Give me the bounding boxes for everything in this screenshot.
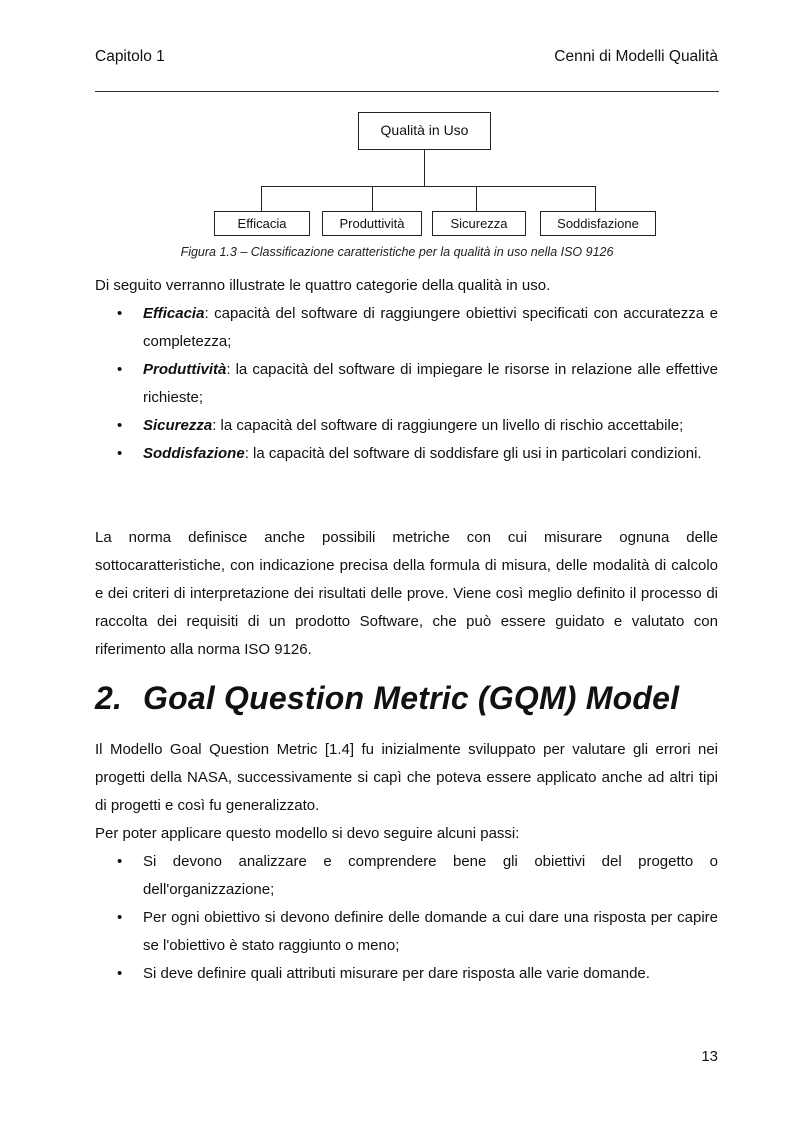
category-text: : la capacità del software di raggiungere un livello di rischio accettabile; — [212, 417, 684, 434]
list-item — [95, 904, 718, 960]
category-text: : capacità del software di raggiungere obiettivi specificati con accuratezza e completezza; — [143, 305, 718, 350]
connector-trunk — [424, 150, 425, 186]
bullet-icon: • — [117, 417, 123, 434]
category-term: Soddisfazione — [143, 445, 245, 462]
list-item — [95, 848, 718, 904]
connector-drop-2 — [372, 186, 373, 211]
step-text: Si devono analizzare e comprendere bene gli obiettivi del progetto o dell'organizzazione; — [143, 853, 718, 898]
list-item — [95, 300, 718, 356]
connector-drop-3 — [476, 186, 477, 211]
category-text: : la capacità del software di impiegare le risorse in relazione alle effettive richieste; — [143, 361, 718, 406]
step-text: Si deve definire quali attributi misurare per dare risposta alle varie domande. — [143, 965, 650, 982]
quality-in-use-diagram — [0, 0, 794, 240]
running-header-chapter: Capitolo 1 — [95, 48, 165, 65]
bullet-icon: • — [117, 853, 123, 870]
diagram-box-soddisfazione: Soddisfazione — [540, 211, 656, 236]
section-heading — [95, 680, 679, 717]
categories-list — [95, 300, 718, 468]
connector-bar — [261, 186, 596, 187]
list-item — [95, 960, 718, 988]
gqm-paragraph: Il Modello Goal Question Metric [1.4] fu inizialmente sviluppato per valutare gli errori nei progetti della NASA, successivamente si capì che poteva essere applicato anche ad altri tipi di progetti e così fu generalizzato. — [95, 741, 718, 814]
category-term: Sicurezza — [143, 417, 213, 434]
page-number: 13 — [701, 1048, 718, 1065]
category-term: Efficacia — [143, 305, 205, 322]
step-text: Per ogni obiettivo si devono definire delle domande a cui dare una risposta per capire se l'obiettivo è stato raggiunto o meno; — [143, 909, 718, 954]
bullet-icon: • — [117, 965, 123, 982]
connector-drop-1 — [261, 186, 262, 211]
connector-drop-4 — [595, 186, 596, 211]
steps-intro: Per poter applicare questo modello si devo seguire alcuni passi: — [95, 825, 520, 842]
bullet-icon: • — [117, 445, 123, 462]
bullet-icon: • — [117, 909, 123, 926]
intro-paragraph: Di seguito verranno illustrate le quattro categorie della qualità in uso. — [95, 277, 551, 294]
section-title: Goal Question Metric (GQM) Model — [143, 680, 680, 716]
list-item — [95, 356, 718, 412]
figure-caption: Figura 1.3 – Classificazione caratteristiche per la qualità in uso nella ISO 9126 — [180, 245, 614, 259]
diagram-box-sicurezza: Sicurezza — [432, 211, 526, 236]
category-text: : la capacità del software di soddisfare gli usi in particolari condizioni. — [244, 445, 702, 462]
diagram-box-efficacia: Efficacia — [214, 211, 310, 236]
diagram-root-box: Qualità in Uso — [358, 112, 491, 150]
list-item — [95, 412, 718, 440]
running-header-section: Cenni di Modelli Qualità — [554, 48, 718, 65]
bullet-icon: • — [117, 305, 123, 322]
bullet-icon: • — [117, 361, 123, 378]
norm-paragraph: La norma definisce anche possibili metriche con cui misurare ognuna delle sottocaratteristiche, con indicazione precisa della formula di misura, delle modalità di calcolo e dei criteri di interpretazione dei risultati delle prove. Viene così meglio definito il processo di raccolta dei requisiti di un prodotto Software, che può essere guidato e valutato con riferimento alla norma ISO 9126. — [95, 529, 718, 658]
section-number: 2. — [95, 680, 123, 716]
diagram-box-produttivita: Produttività — [322, 211, 422, 236]
category-term: Produttività — [143, 361, 227, 378]
steps-list — [95, 848, 718, 988]
list-item — [95, 440, 718, 468]
